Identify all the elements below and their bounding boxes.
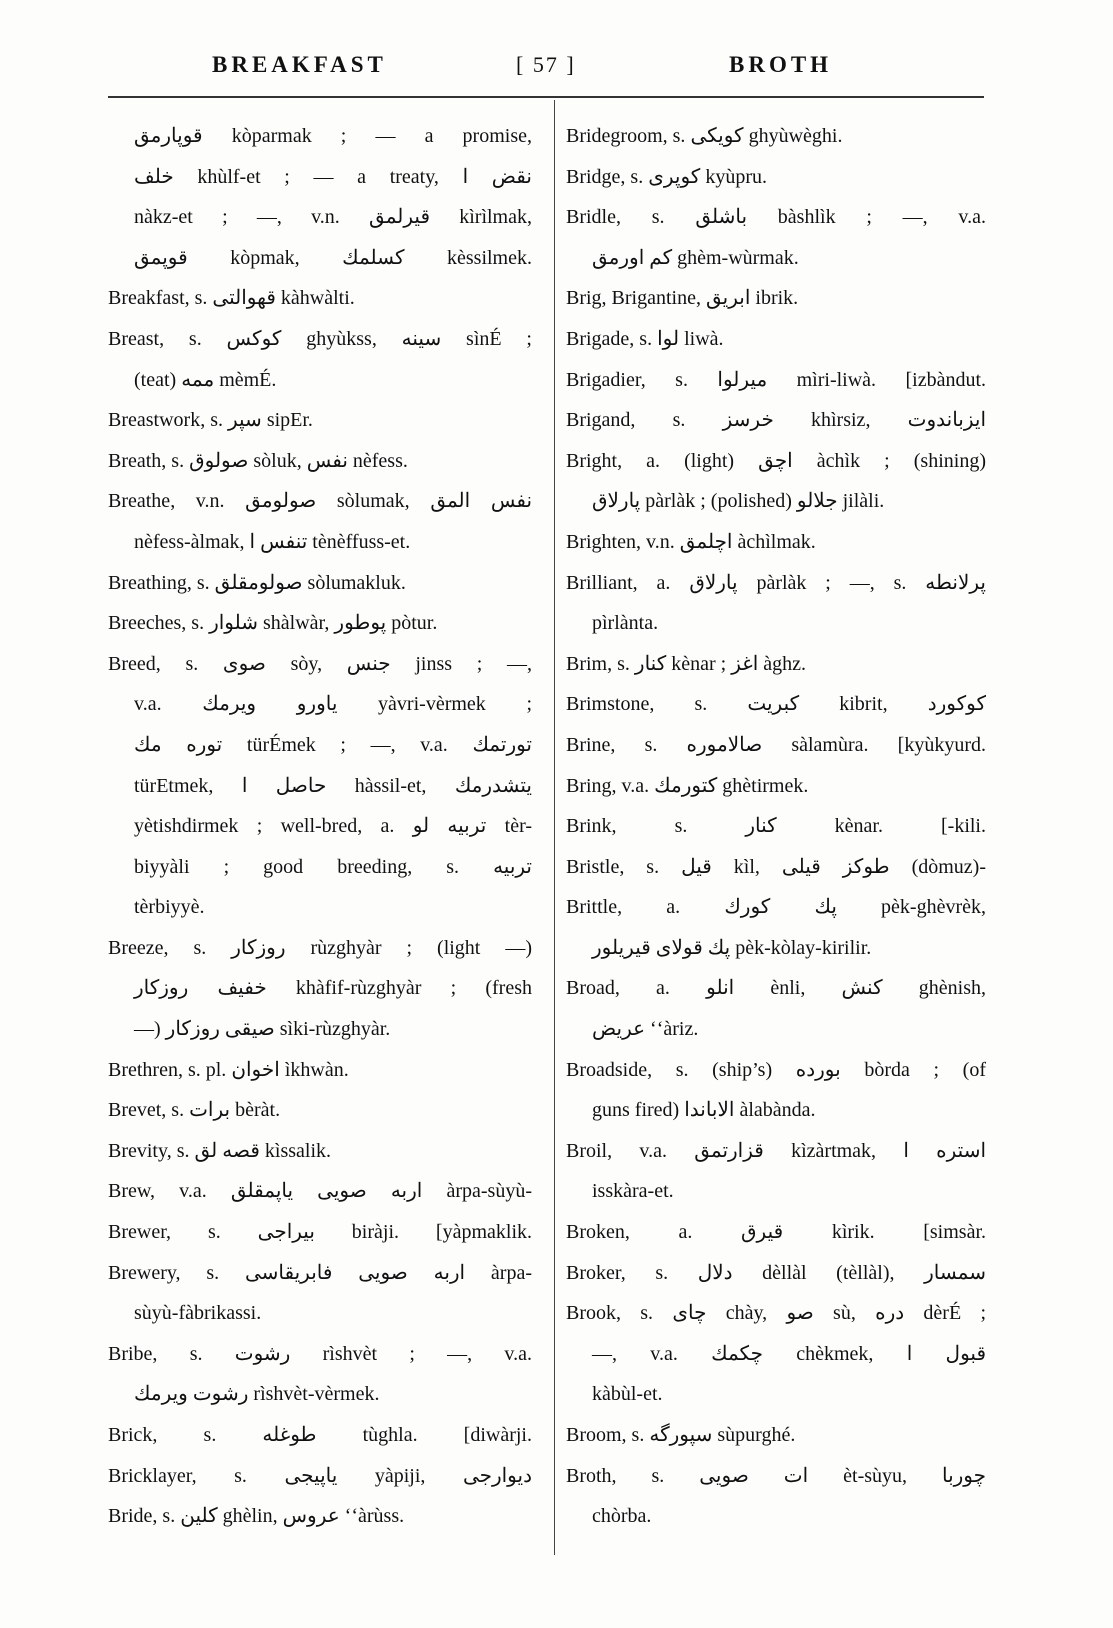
dictionary-line: Broth, s. ات صويی èt-sùyu, چوربا (566, 1464, 986, 1487)
dictionary-line: Brethren, s. pl. اخوان ìkhwàn. (108, 1058, 349, 1081)
dictionary-line: رشوت ويرمك rìshvèt-vèrmek. (134, 1383, 380, 1406)
dictionary-line: Breastwork, s. سپر sipEr. (108, 409, 313, 432)
dictionary-line: türEtmek, حاصل ا hàssil-et, يتشدرمك (134, 774, 532, 797)
dictionary-line: Bright, a. (light) اچق àchìk ; (shining) (566, 449, 986, 472)
dictionary-line: Brew, v.a. اربه صويی ياپمقلق àrpa-sùyù- (108, 1180, 532, 1203)
dictionary-line: Brevity, s. قصه لق kìssalik. (108, 1139, 332, 1162)
dictionary-line: Brim, s. كنار kènar ; اغز àghz. (566, 652, 807, 675)
dictionary-line: Breathing, s. صولومقلق sòlumakluk. (108, 571, 406, 594)
dictionary-line: —, v.a. چكمك chèkmek, قبول ا (592, 1342, 986, 1365)
dictionary-line: Broad, a. انلو ènli, كنش ghènish, (566, 977, 986, 1000)
dictionary-line: Brevet, s. برات bèràt. (108, 1099, 281, 1122)
dictionary-line: Broken, a. قيرق kìrik. [simsàr. (566, 1221, 986, 1244)
dictionary-line: Bribe, s. رشوت rìshvèt ; —, v.a. (108, 1342, 532, 1365)
dictionary-line: isskàra-et. (592, 1180, 674, 1203)
header-rule (108, 96, 984, 98)
dictionary-line: Brigade, s. لوا liwà. (566, 327, 724, 350)
dictionary-line: Brewery, s. اربه صويی فابريقاسی àrpa- (108, 1261, 532, 1284)
dictionary-line: Breakfast, s. قهوالتی kàhwàlti. (108, 287, 355, 310)
dictionary-line: خفيف روزكار khàfif-rùzghyàr ; (fresh (134, 977, 532, 1000)
dictionary-line: nèfess-àlmak, تنفس ا tènèffuss-et. (134, 530, 411, 553)
dictionary-line: Brewer, s. بيراجی biràji. [yàpmaklik. (108, 1221, 532, 1244)
dictionary-line: Brilliant, a. پارلاق pàrlàk ; —, s. پرلانطه (566, 571, 986, 594)
dictionary-line: Brink, s. كنار kènar. [-kili. (566, 815, 986, 838)
dictionary-line: —) صيقی روزكار sìki-rùzghyàr. (134, 1018, 391, 1041)
dictionary-line: Bridge, s. كوپری kyùpru. (566, 165, 767, 188)
page-header (0, 52, 1113, 88)
dictionary-line: Bridle, s. باشلق bàshlìk ; —, v.a. (566, 206, 986, 229)
dictionary-line: chòrba. (592, 1505, 652, 1528)
dictionary-line: Brighten, v.n. اچلمق àchìlmak. (566, 530, 816, 553)
dictionary-line: sùyù-fàbrikassi. (134, 1302, 262, 1325)
column-divider (554, 100, 555, 1555)
dictionary-line: Bricklayer, s. ياپيجی yàpiji, ديوارجی (108, 1464, 532, 1487)
dictionary-line: nàkz-et ; —, v.n. قيرلمق kìrìlmak, (134, 206, 532, 229)
dictionary-line: Broom, s. سپورگه sùpurghé. (566, 1424, 796, 1446)
dictionary-line: Bring, v.a. كتورمك ghètirmek. (566, 774, 809, 797)
header-left-guideword: BREAKFAST (212, 52, 387, 77)
dictionary-line: Broadside, s. (ship’s) بورده bòrda ; (of (566, 1058, 986, 1081)
dictionary-line: Brigand, s. خرسز khìrsiz, ايزباندوت (566, 409, 986, 432)
dictionary-line: Breed, s. صوی sòy, جنس jinss ; —, (108, 652, 532, 675)
dictionary-line: قوپارمق kòparmak ; — a promise, (134, 125, 532, 147)
dictionary-line: Brigadier, s. ميرلوا mìri-liwà. [izbàndut. (566, 368, 986, 391)
dictionary-line: Brig, Brigantine, ابريق ibrik. (566, 287, 799, 310)
dictionary-line: Brine, s. صالاموره sàlamùra. [kyùkyurd. (566, 733, 986, 756)
dictionary-line: Breath, s. صولوق sòluk, نفس nèfess. (108, 449, 408, 472)
left-column (108, 116, 532, 1537)
dictionary-line: Brick, s. طوغله tùghla. [diwàrji. (108, 1424, 532, 1446)
dictionary-line: Bridegroom, s. كويكی ghyùwèghi. (566, 125, 843, 147)
dictionary-line: Broil, v.a. قزارتمق kìzàrtmak, استره ا (566, 1139, 986, 1162)
dictionary-line: پك قولای قيريلور pèk-kòlay-kirilir. (592, 936, 872, 959)
dictionary-line: Bristle, s. قيل kìl, طوكز قيلی (dòmuz)- (566, 855, 986, 878)
dictionary-line: كم اورمق ghèm-wùrmak. (592, 246, 799, 269)
dictionary-line: عريض ʻʻàriz. (592, 1018, 699, 1041)
dictionary-line: pìrlànta. (592, 612, 659, 635)
dictionary-line: biyyàli ; good breeding, s. تربيه (134, 855, 532, 878)
page-number: [ 57 ] (516, 52, 576, 77)
dictionary-line: Breast, s. كوكس ghyùkss, سينه sìnÉ ; (108, 327, 532, 350)
dictionary-line: توره مك türÉmek ; —, v.a. تورتمك (134, 733, 532, 756)
dictionary-line: Breathe, v.n. صولومق sòlumak, نفس المق (108, 490, 532, 513)
dictionary-line: Bride, s. كلين ghèlin, عروس ʻʻàrùss. (108, 1505, 405, 1528)
dictionary-line: tèrbiyyè. (134, 896, 205, 919)
dictionary-line: Brimstone, s. كبريت kibrit, كوكورد (566, 693, 986, 716)
dictionary-line: Brook, s. چای chày, صو sù, دره dèrÉ ; (566, 1302, 986, 1325)
dictionary-line: (teat) ممه mèmÉ. (134, 368, 277, 391)
right-column (566, 116, 986, 1537)
dictionary-line: Breeches, s. شلوار shàlwàr, پوطور pòtur. (108, 612, 438, 635)
dictionary-line: yètishdirmek ; well-bred, a. تربيه لو tèr- (134, 815, 532, 838)
dictionary-line: kàbùl-et. (592, 1383, 663, 1406)
dictionary-line: v.a. ياورو ويرمك yàvri-vèrmek ; (134, 693, 532, 716)
dictionary-line: Broker, s. دلال dèllàl (tèllàl), سمسار (566, 1261, 986, 1284)
dictionary-line: Breeze, s. روزكار rùzghyàr ; (light —) (108, 936, 532, 959)
dictionary-line: قوپمق kòpmak, كسلمك kèssilmek. (134, 246, 532, 269)
dictionary-line: پارلاق pàrlàk ; (polished) جلالو jilàli. (592, 490, 885, 513)
dictionary-line: خلف khùlf-et ; — a treaty, نقض ا (134, 165, 532, 188)
dictionary-line: Brittle, a. پك كورك pèk-ghèvrèk, (566, 896, 986, 919)
dictionary-line: guns fired) الاباندا àlabàndа. (592, 1099, 816, 1122)
header-right-guideword: BROTH (729, 52, 833, 77)
